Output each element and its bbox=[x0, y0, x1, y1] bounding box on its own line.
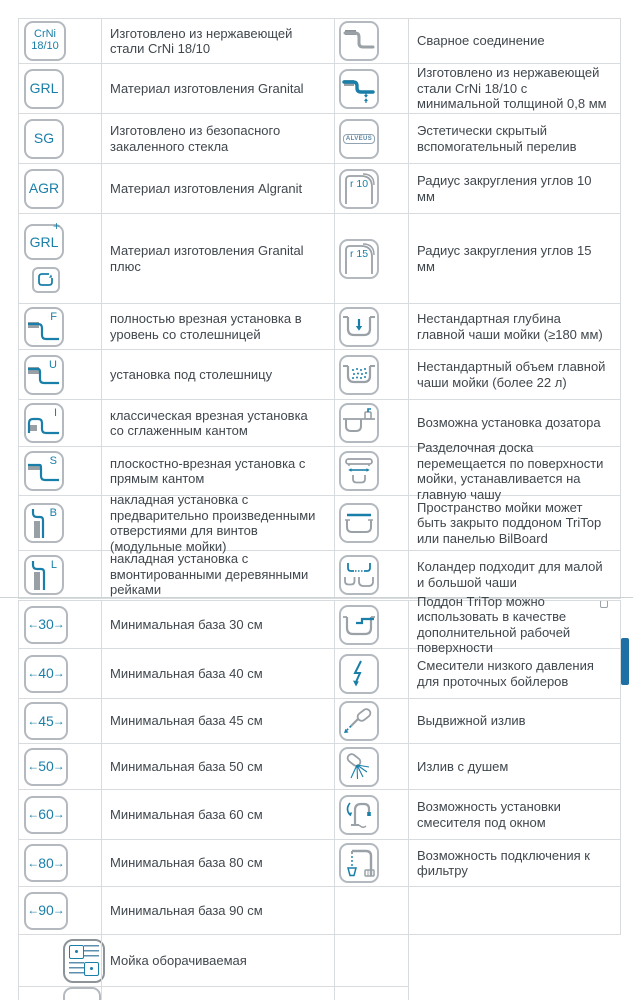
feature-description: Материал изготовления Algranit bbox=[110, 180, 303, 196]
feature-description: Мойка оборачиваемая bbox=[110, 952, 247, 968]
legend-row bbox=[19, 63, 621, 113]
scrollbar-thumb[interactable] bbox=[621, 638, 629, 685]
crni-18-10-badge-icon: CrNi 18/10 bbox=[24, 21, 66, 61]
bowl-volume-icon bbox=[339, 355, 379, 395]
flush-mount-icon: F bbox=[24, 307, 64, 347]
feature-description: Излив с душем bbox=[417, 758, 509, 774]
feature-description: Смесители низкого давления для проточных бойлеров bbox=[417, 658, 594, 689]
legend-row bbox=[19, 19, 621, 63]
feature-description: полностью врезная установка в уровень со столешницей bbox=[110, 311, 302, 342]
feature-description: Радиус закругления углов 10 мм bbox=[417, 173, 592, 204]
cutting-board-icon bbox=[339, 451, 379, 491]
legend-row bbox=[19, 839, 621, 886]
min-base-80-icon: ← 80 → bbox=[24, 844, 68, 882]
legend-row-partial bbox=[19, 986, 621, 1000]
feature-description: Изготовлено из нержавеющей стали CrNi 18/10 с минимальной толщиной 0,8 мм bbox=[417, 65, 607, 112]
flat-mount-icon: S bbox=[24, 451, 64, 491]
legend-row bbox=[19, 698, 621, 743]
lightning-icon bbox=[339, 654, 379, 694]
feature-description: установка под столешницу bbox=[110, 366, 273, 382]
tritop-cover-icon bbox=[339, 503, 379, 543]
arrow-left-icon: ← bbox=[27, 666, 40, 681]
legend-row bbox=[19, 648, 621, 698]
feature-description: Эстетически скрытый вспомогательный перелив bbox=[417, 123, 577, 154]
legend-table-top bbox=[18, 18, 621, 599]
min-base-50-icon: ← 50 → bbox=[24, 748, 68, 786]
pullout-spout-icon bbox=[339, 701, 379, 741]
legend-row bbox=[19, 163, 621, 213]
arrow-right-icon: → bbox=[52, 903, 65, 918]
legend-row bbox=[19, 492, 621, 554]
colander-icon bbox=[339, 555, 379, 595]
window-faucet-icon bbox=[339, 795, 379, 835]
arrow-left-icon: ← bbox=[27, 617, 40, 632]
feature-description: плоскостно-врезная установка с прямым кантом bbox=[110, 455, 306, 486]
sit-on-rails-mount-icon: L bbox=[24, 555, 64, 595]
min-base-90-icon: ← 90 → bbox=[24, 892, 68, 930]
arrow-right-icon: → bbox=[52, 713, 65, 728]
reversible-sink-icon bbox=[63, 939, 105, 983]
rotate-icon bbox=[32, 267, 60, 293]
legend-row bbox=[19, 743, 621, 789]
feature-description: Сварное соединение bbox=[417, 33, 545, 49]
arrow-left-icon: ← bbox=[27, 903, 40, 918]
legend-row bbox=[19, 349, 621, 399]
legend-row bbox=[19, 789, 621, 839]
legend-row bbox=[19, 113, 621, 163]
tritop-surface-icon bbox=[339, 605, 379, 645]
legend-row bbox=[19, 440, 621, 502]
welded-joint-icon bbox=[339, 21, 379, 61]
min-base-30-icon: ← 30 → bbox=[24, 606, 68, 644]
undermount-icon: U bbox=[24, 355, 64, 395]
feature-description: Выдвижной излив bbox=[417, 713, 526, 729]
legend-row bbox=[19, 934, 621, 986]
arrow-left-icon: ← bbox=[27, 807, 40, 822]
legend-row bbox=[19, 303, 621, 349]
feature-description: Минимальная база 50 см bbox=[110, 758, 263, 774]
safety-glass-badge-icon: SG bbox=[24, 119, 64, 159]
feature-description: Возможна установка дозатора bbox=[417, 415, 601, 431]
algranit-badge-icon: AGR bbox=[24, 169, 64, 209]
feature-description: Радиус закругления углов 15 мм bbox=[417, 243, 592, 274]
feature-description: накладная установка с вмонтированными деревянными рейками bbox=[110, 551, 309, 598]
feature-description: Минимальная база 30 см bbox=[110, 616, 263, 632]
cropped-icon bbox=[63, 987, 101, 1000]
feature-description: Поддон TriTop можно использовать в качестве дополнительной рабочей поверхности bbox=[417, 593, 571, 655]
feature-description: Минимальная база 60 см bbox=[110, 806, 263, 822]
feature-description: классическая врезная установка со сглаженным кантом bbox=[110, 407, 308, 438]
min-base-40-icon: ← 40 → bbox=[24, 655, 68, 693]
shower-spout-icon bbox=[339, 747, 379, 787]
feature-description: накладная установка с предварительно произведенными отверстиями для винтов (модульные мойки) bbox=[110, 492, 316, 554]
feature-description: Материал изготовления Granital bbox=[110, 80, 304, 96]
feature-description: Материал изготовления Granital плюс bbox=[110, 243, 304, 274]
feature-description: Коландер подходит для малой и большой чаши bbox=[417, 559, 603, 590]
feature-description: Минимальная база 40 см bbox=[110, 665, 263, 681]
arrow-left-icon: ← bbox=[27, 713, 40, 728]
min-base-60-icon: ← 60 → bbox=[24, 796, 68, 834]
feature-description: Минимальная база 45 см bbox=[110, 713, 263, 729]
feature-description: Изготовлено из безопасного закаленного стекла bbox=[110, 123, 281, 154]
feature-description: Минимальная база 90 см bbox=[110, 902, 263, 918]
legend-row bbox=[19, 886, 621, 934]
arrow-right-icon: → bbox=[52, 617, 65, 632]
radius-15-icon: r 15 bbox=[339, 239, 379, 279]
feature-description: Изготовлено из нержавеющей стали CrNi 18/10 bbox=[110, 25, 293, 56]
min-base-45-icon: ← 45 → bbox=[24, 702, 68, 740]
arrow-right-icon: → bbox=[52, 807, 65, 822]
arrow-right-icon: → bbox=[52, 666, 65, 681]
inset-mount-icon: I bbox=[24, 403, 64, 443]
legend-row bbox=[19, 213, 621, 303]
deep-bowl-icon bbox=[339, 307, 379, 347]
legend-row bbox=[19, 399, 621, 446]
legend-row bbox=[19, 593, 621, 655]
feature-description: Минимальная база 80 см bbox=[110, 855, 263, 871]
arrow-right-icon: → bbox=[52, 759, 65, 774]
feature-description: Пространство мойки может быть закрыто поддоном TriTop или панелью BilBoard bbox=[417, 499, 602, 546]
feature-description: Возможность подключения к фильтру bbox=[417, 847, 590, 878]
granital-plus-badge-icon: GRL + bbox=[24, 224, 64, 293]
arrow-left-icon: ← bbox=[27, 855, 40, 870]
feature-description: Нестандартный объем главной чаши мойки (более 22 л) bbox=[417, 359, 606, 390]
legend-row bbox=[19, 550, 621, 598]
soap-dispenser-icon bbox=[339, 403, 379, 443]
feature-description: Нестандартная глубина главной чаши мойки (≥180 мм) bbox=[417, 311, 603, 342]
filter-connection-icon bbox=[339, 843, 379, 883]
alveus-logo-icon: ALVEUS bbox=[339, 119, 379, 159]
feature-description: Разделочная доска перемещается по поверхности мойки, устанавливается на главную чашу bbox=[417, 440, 604, 502]
steel-thickness-icon bbox=[339, 69, 379, 109]
granital-badge-icon: GRL bbox=[24, 69, 64, 109]
sit-on-mount-icon: B bbox=[24, 503, 64, 543]
feature-description: Возможность установки смесителя под окном bbox=[417, 799, 561, 830]
legend-table-bottom bbox=[18, 593, 621, 1000]
arrow-right-icon: → bbox=[52, 855, 65, 870]
radius-10-icon: r 10 bbox=[339, 169, 379, 209]
arrow-left-icon: ← bbox=[27, 759, 40, 774]
